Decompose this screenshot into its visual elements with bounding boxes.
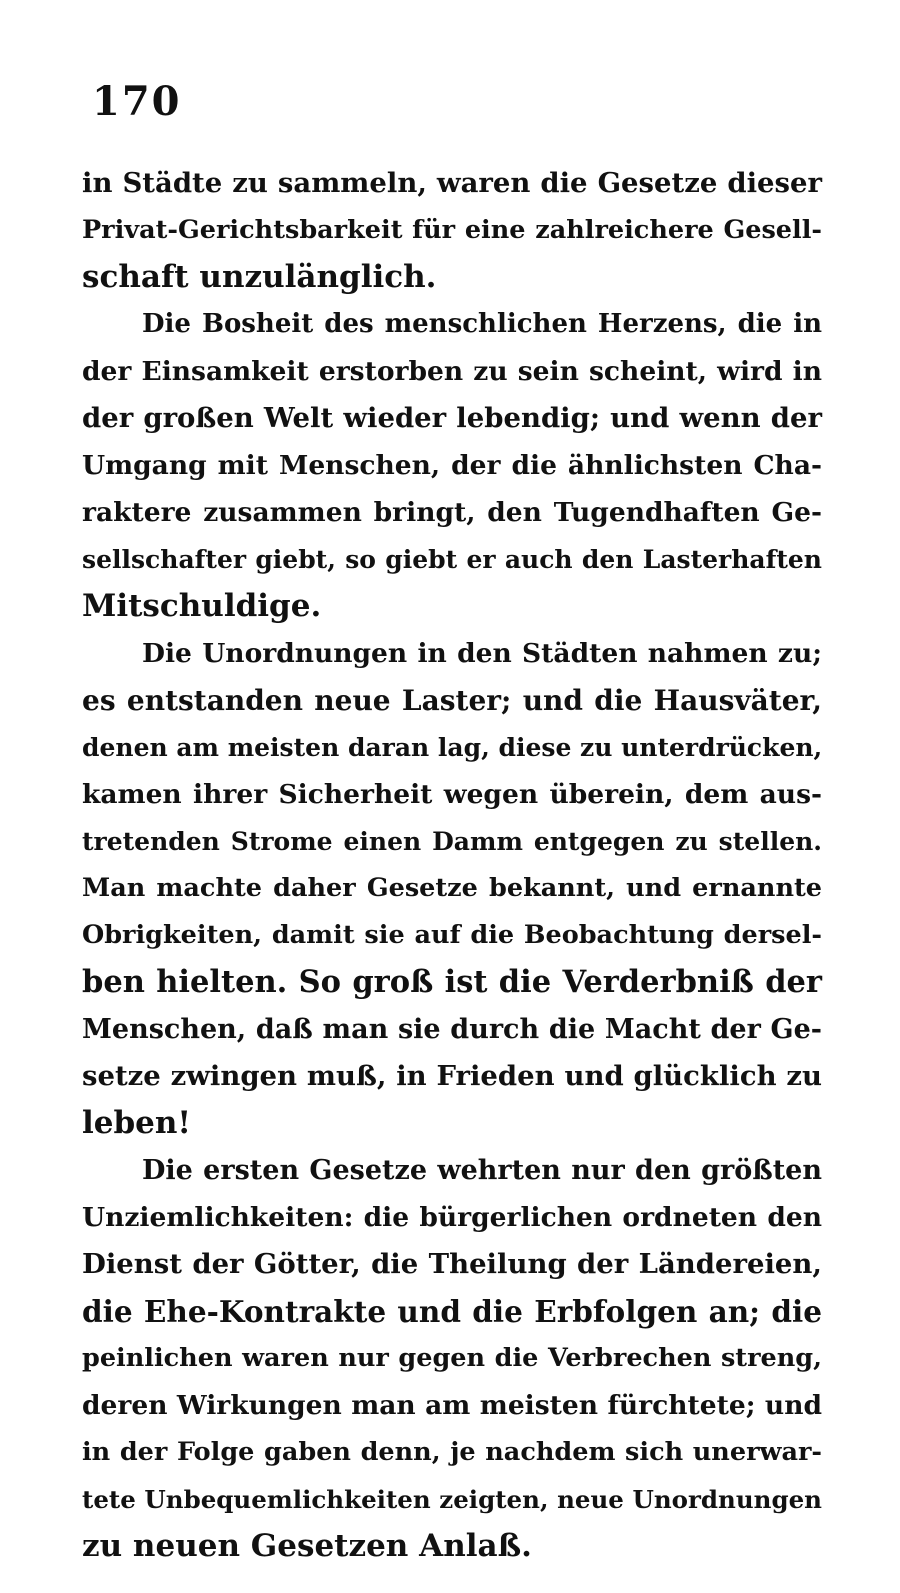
text-line: sellschafter giebt, so giebt er auch den Lasterhaften [82, 545, 822, 574]
text-line: Die Unordnungen in den Städten nahmen zu; [142, 638, 822, 669]
text-line: ben hielten. So groß ist die Verderbniß der [82, 964, 822, 1000]
text-line: Obrigkeiten, damit sie auf die Beobachtung dersel- [82, 920, 822, 950]
text-line: die Ehe-Kontrakte und die Erbfolgen an; die [82, 1294, 822, 1329]
text-line: Die ersten Gesetze wehrten nur den größten [142, 1155, 822, 1186]
text-line: zu neuen Gesetzen Anlaß. [82, 1528, 532, 1564]
text-line: raktere zusammen bringt, den Tugendhaften Ge- [82, 497, 822, 528]
text-line: Menschen, daß man sie durch die Macht der Ge- [82, 1014, 822, 1045]
text-line: der Einsamkeit erstorben zu sein scheint, wird in [82, 356, 822, 387]
text-line: in Städte zu sammeln, waren die Gesetze dieser [82, 167, 822, 199]
text-line: leben! [82, 1105, 192, 1141]
text-line: Die Bosheit des menschlichen Herzens, die in [142, 309, 822, 339]
body-text [82, 160, 822, 1570]
text-line: Dienst der Götter, die Theilung der Ländereien, [82, 1248, 822, 1280]
text-line: es entstanden neue Laster; und die Hausväter, [82, 684, 822, 717]
text-line: Unziemlichkeiten: die bürgerlichen ordneten den [82, 1202, 822, 1233]
paragraph [82, 630, 822, 1147]
text-line: peinlichen waren nur gegen die Verbrechen streng, [82, 1343, 822, 1373]
text-line: Man machte daher Gesetze bekannt, und ernannte [82, 873, 822, 903]
paragraph [82, 160, 822, 301]
text-line: setze zwingen muß, in Frieden und glücklich zu [82, 1060, 822, 1092]
paragraph [82, 1147, 822, 1570]
text-line: in der Folge gaben denn, je nachdem sich unerwar- [82, 1437, 822, 1467]
paragraph [82, 301, 822, 630]
text-line: Umgang mit Menschen, der die ähnlichsten Cha- [82, 450, 822, 481]
text-line: denen am meisten daran lag, diese zu unterdrücken, [82, 733, 823, 762]
text-line: schaft unzulänglich. [82, 259, 437, 295]
text-line: Mitschuldige. [82, 588, 322, 624]
text-line: tete Unbequemlichkeiten zeigten, neue Unordnungen [82, 1485, 822, 1514]
text-line: kamen ihrer Sicherheit wegen überein, dem aus- [82, 779, 822, 810]
text-line: deren Wirkungen man am meisten fürchtete; und [82, 1390, 822, 1421]
text-line: Privat-Gerichtsbarkeit für eine zahlreichere Gesell- [82, 215, 822, 245]
text-line: der großen Welt wieder lebendig; und wenn der [82, 402, 822, 434]
text-line: tretenden Strome einen Damm entgegen zu stellen. [82, 827, 822, 856]
page-number: 170 [92, 78, 182, 125]
